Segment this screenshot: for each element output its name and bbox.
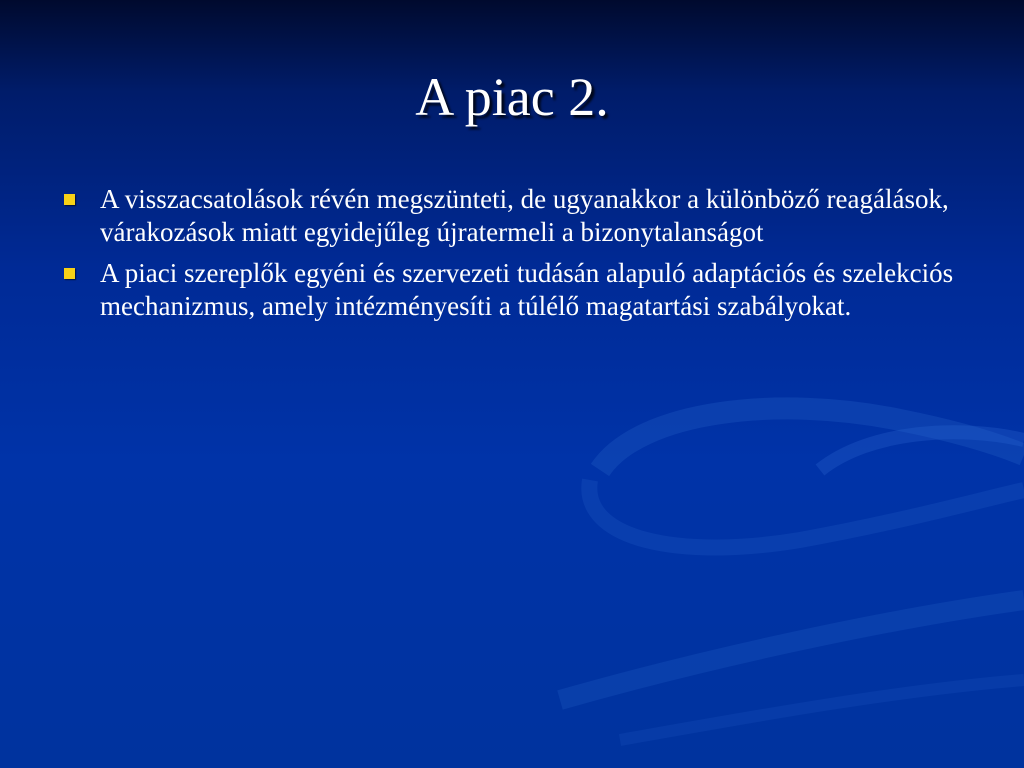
yellow-square-bullet-icon	[64, 268, 75, 279]
bullet-text: A piaci szereplők egyéni és szervezeti tudásán alapuló adaptációs és szelekciós mechanizmus, amely intézményesíti a túlélő magatartási szabályokat.	[100, 258, 954, 321]
bullet-list	[62, 183, 962, 331]
bullet-item	[62, 257, 962, 323]
bullet-item	[62, 183, 962, 249]
yellow-square-bullet-icon	[64, 194, 75, 205]
slide-title: A piac 2.	[415, 67, 609, 127]
bullet-text: A visszacsatolások révén megszünteti, de ugyanakkor a különböző reagálások, várakozások miatt egyidejűleg újratermeli a bizonytalanságot	[100, 184, 949, 247]
